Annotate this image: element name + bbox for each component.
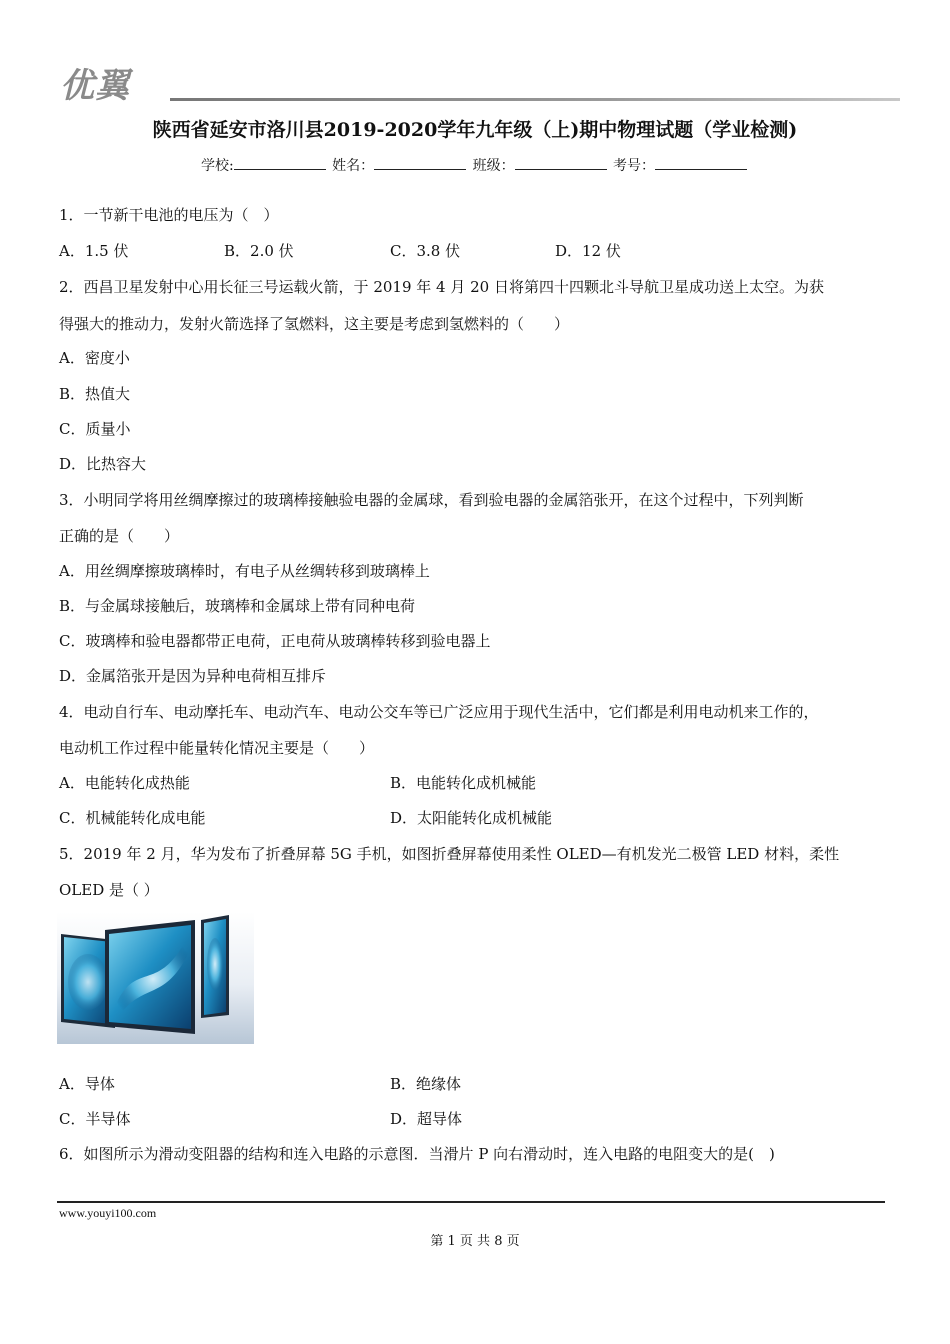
- exam-no-label: 考号：: [613, 158, 656, 174]
- q3-option-d: D．金属箔张开是因为异种电荷相互排斥: [59, 667, 327, 685]
- q3-option-a: A．用丝绸摩擦玻璃棒时，有电子从丝绸转移到玻璃棒上: [59, 562, 430, 580]
- school-label: 学校:: [200, 158, 234, 174]
- q4-option-b: B．电能转化成机械能: [390, 774, 537, 792]
- q6-stem: 6．如图所示为滑动变阻器的结构和连入电路的示意图．当滑片 P 向右滑动时，连入电路的电阻变大的是( ): [59, 1145, 775, 1163]
- exam-no-blank: [655, 155, 747, 170]
- page-number: 第 1 页 共 8 页: [430, 1234, 520, 1249]
- q4-option-d: D．太阳能转化成机械能: [390, 809, 553, 827]
- q1-stem: 1．一节新干电池的电压为（ ）: [59, 206, 279, 224]
- q1-option-b: B．2.0 伏: [224, 242, 294, 260]
- school-blank: [234, 155, 326, 170]
- foldable-phone-image: [57, 912, 254, 1044]
- student-info-row: [0, 155, 950, 177]
- q5-option-c: C．半导体: [59, 1110, 131, 1128]
- footer-url: www.youyi100.com: [59, 1206, 157, 1220]
- q2-stem-line2: 得强大的推动力，发射火箭选择了氢燃料，这主要是考虑到氢燃料的（ ）: [59, 315, 570, 333]
- footer-rule: [57, 1201, 885, 1203]
- q4-stem-line2: 电动机工作过程中能量转化情况主要是（ ）: [59, 739, 375, 757]
- q2-option-d: D．比热容大: [59, 455, 147, 473]
- class-blank: [515, 155, 607, 170]
- q2-option-c: C．质量小: [59, 420, 131, 438]
- class-label: 班级：: [472, 158, 515, 174]
- q1-option-a: A．1.5 伏: [59, 242, 129, 260]
- q1-option-c: C．3.8 伏: [390, 242, 461, 260]
- q3-option-b: B．与金属球接触后，玻璃棒和金属球上带有同种电荷: [59, 597, 416, 615]
- q4-option-c: C．机械能转化成电能: [59, 809, 206, 827]
- q5-stem-line2: OLED 是（ ）: [59, 881, 159, 899]
- q2-stem-line1: 2．西昌卫星发射中心用长征三号运载火箭，于 2019 年 4 月 20 日将第四十四颗北斗导航卫星成功送上太空。为获: [59, 278, 824, 296]
- q2-option-b: B．热值大: [59, 385, 131, 403]
- q5-option-d: D．超导体: [390, 1110, 463, 1128]
- name-blank: [374, 155, 466, 170]
- q5-option-a: A．导体: [59, 1075, 115, 1093]
- logo-rule: [170, 98, 900, 101]
- q3-stem-line1: 3．小明同学将用丝绸摩擦过的玻璃棒接触验电器的金属球，看到验电器的金属箔张开，在这个过程中，下列判断: [59, 491, 804, 509]
- q3-stem-line2: 正确的是（ ）: [59, 527, 180, 545]
- q4-option-a: A．电能转化成热能: [59, 774, 190, 792]
- q5-stem-line1: 5．2019 年 2 月，华为发布了折叠屏幕 5G 手机，如图折叠屏幕使用柔性 OLED—有机发光二极管 LED 材料，柔性: [59, 845, 840, 863]
- q1-option-d: D．12 伏: [555, 242, 621, 260]
- name-label: 姓名：: [332, 158, 375, 174]
- q4-stem-line1: 4．电动自行车、电动摩托车、电动汽车、电动公交车等已广泛应用于现代生活中，它们都是利用电动机来工作的，: [59, 703, 819, 721]
- q5-option-b: B．绝缘体: [390, 1075, 462, 1093]
- page-title: 陕西省延安市洛川县2019-2020学年九年级（上)期中物理试题（学业检测): [152, 119, 798, 141]
- brand-logo: [60, 66, 900, 106]
- q3-option-c: C．玻璃棒和验电器都带正电荷，正电荷从玻璃棒转移到验电器上: [59, 632, 491, 650]
- logo-text: 优翼: [60, 66, 130, 106]
- q2-option-a: A．密度小: [59, 349, 130, 367]
